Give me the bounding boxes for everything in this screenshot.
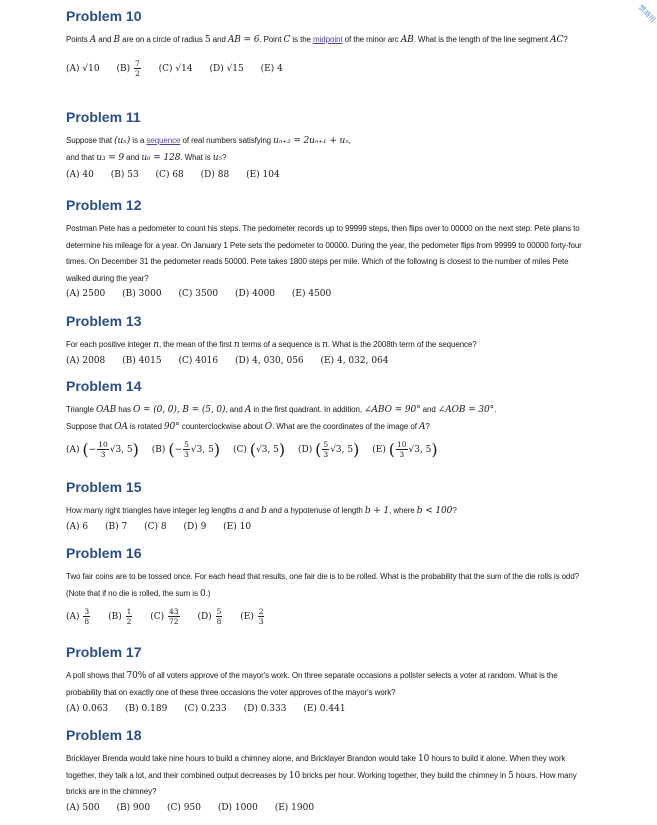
problem-12 xyxy=(66,196,588,299)
choice-b: (B) $\frac{1}{2}$ xyxy=(108,607,132,626)
problem-13-text: For each positive integer n, the mean of the first n terms of a sequence is n. What is the 2008th term of the sequence? xyxy=(66,340,477,350)
choice-e: (E) $\frac{2}{3}$ xyxy=(240,607,264,626)
choice-b: (B) 4015 xyxy=(122,355,162,366)
choice-c: (C) 8 xyxy=(144,521,167,532)
choice-e: (E) 4, 032, 064 xyxy=(320,355,389,366)
problem-10-title: Problem 10 xyxy=(66,8,142,24)
choice-b: (B) 0.189 xyxy=(125,704,168,714)
problem-16-text: Two fair coins are to be tossed once. For each head that results, one fair die is to be rolled. What is the probability that the sum of the die rolls is odd? (Note that if no die is rolled, the sum is 0.) xyxy=(66,572,580,599)
problem-14-title: Problem 14 xyxy=(66,378,142,394)
choice-a: (A) 2500 xyxy=(66,289,106,299)
problem-14-choices xyxy=(66,440,586,459)
choice-a: (A) $\frac{3}{8}$ xyxy=(66,607,90,626)
problem-15-choices xyxy=(66,522,586,532)
choice-e: (E) 104 xyxy=(246,170,280,180)
problem-14-text: Triangle OAB has O = (0, 0), B = (5, 0), and A in the first quadrant. In addition, ∠ABO = 90° and ∠AOB = 30°. Suppose that OA is rotated 90° counterclockwise about O. What are the coordinates of the image of A? xyxy=(66,405,497,432)
choice-e: (E) 4 xyxy=(260,63,283,74)
problem-18-text: Bricklayer Brenda would take nine hours to build a chimney alone, and Bricklayer Brandon would take 10 hours to build it alone. When they work together, they talk a lot, and their combined output decreases by 10 bricks per hour. Working together, they build the chimney in 5 hours. How many bricks are in the chimney? xyxy=(66,754,577,796)
problem-17-text: A poll shows that 70% of all voters approve of the mayor's work. On three separate occasions a pollster selects a voter at random. What is the probability that on exactly one of these three occasions the voter approves of the mayor's work? xyxy=(66,671,558,697)
watermark-text: 禁商用 xyxy=(636,3,657,25)
choice-e: (E) ( $\frac{10}{3}$ √3, 5) xyxy=(372,440,438,459)
choice-e: (E) 0.441 xyxy=(303,704,346,714)
choice-d: (D) 0.333 xyxy=(243,704,287,714)
problem-18-title: Problem 18 xyxy=(66,727,142,743)
problem-15-title: Problem 15 xyxy=(66,479,142,495)
problem-12-text: Postman Pete has a pedometer to count his steps. The pedometer records up to 99999 steps, then flips over to 00000 on the next step. Pete plans to determine his mileage for a year. On January 1 Pete sets the pedometer to 00000. During the year, the pedometer flips from 99999 to 00000 forty-four times. On December 31 the pedometer reads 50000. Pete takes 1800 steps per mile. Which of the following is closest to the number of miles Pete walked during the year? xyxy=(66,224,582,283)
choice-d: (D) ( $\frac{5}{3}$ √3, 5) xyxy=(298,440,360,459)
problem-13-choices xyxy=(66,356,586,366)
problem-13-title: Problem 13 xyxy=(66,313,142,329)
choice-c: (C) 68 xyxy=(155,170,184,180)
problem-17-title: Problem 17 xyxy=(66,644,142,660)
sequence-link[interactable]: sequence xyxy=(146,136,181,145)
choice-a: (A) 6 xyxy=(66,521,89,532)
choice-c: (C) $\frac{43}{72}$ xyxy=(150,607,179,626)
choice-a: (A) 40 xyxy=(66,170,94,180)
problem-12-title: Problem 12 xyxy=(66,197,142,213)
problem-15-text: How many right triangles have integer leg lengths a and b and a hypotenuse of length b + 1, where b < 100? xyxy=(66,506,457,516)
problem-11 xyxy=(66,108,586,180)
choice-d: (D) 1000 xyxy=(217,802,258,813)
choice-b: (B) (− $\frac{5}{3}$ √3, 5) xyxy=(151,440,221,459)
choice-d: (D) 9 xyxy=(183,521,207,532)
choice-c: (C) 4016 xyxy=(178,355,219,366)
choice-e: (E) 4500 xyxy=(291,289,332,299)
problem-15 xyxy=(66,478,586,532)
choice-c: (C) 950 xyxy=(167,802,201,813)
choice-d: (D) 4000 xyxy=(235,289,276,299)
problem-18-choices xyxy=(66,803,588,813)
choice-b: (B) 3000 xyxy=(122,289,162,299)
problem-13 xyxy=(66,312,586,366)
choice-b: (B) $\frac{7}{2}$ xyxy=(116,58,140,78)
choice-d: (D) 88 xyxy=(200,170,230,180)
choice-a: (A) 0.063 xyxy=(66,704,109,714)
choice-a: (A) √10 xyxy=(66,63,100,74)
problem-12-choices xyxy=(66,289,588,299)
problem-17 xyxy=(66,643,588,714)
problem-16 xyxy=(66,544,588,626)
problem-11-text: Suppose that (uₙ) is a sequence of real numbers satisfying uₙ₊₂ = 2uₙ₊₁ + uₙ, and that u₃ = 9 and u₆ = 128. What is u₅? xyxy=(66,136,351,163)
problem-11-choices xyxy=(66,170,586,180)
choice-e: (E) 1900 xyxy=(274,802,315,813)
choice-d: (D) $\frac{5}{8}$ xyxy=(197,607,222,626)
problem-11-title: Problem 11 xyxy=(66,109,141,125)
choice-c: (C) 3500 xyxy=(178,289,219,299)
choice-b: (B) 900 xyxy=(116,802,151,813)
choice-a: (A) (− $\frac{10}{3}$ √3, 5) xyxy=(66,440,139,459)
choice-c: (C) (√3, 5) xyxy=(232,440,286,459)
choice-b: (B) 7 xyxy=(104,521,128,532)
problem-14 xyxy=(66,377,586,459)
choice-a: (A) 500 xyxy=(66,802,100,813)
problem-16-title: Problem 16 xyxy=(66,545,142,561)
choice-b: (B) 53 xyxy=(110,170,139,180)
choice-a: (A) 2008 xyxy=(66,355,106,366)
choice-c: (C) √14 xyxy=(158,63,193,74)
watermark-stamp xyxy=(623,0,657,34)
problem-17-choices xyxy=(66,704,588,714)
problem-10 xyxy=(66,7,586,78)
choice-d: (D) 4, 030, 056 xyxy=(235,355,304,366)
problem-18 xyxy=(66,726,588,813)
choice-d: (D) √15 xyxy=(209,63,244,74)
problem-10-choices xyxy=(66,59,586,78)
problem-10-text: Points A and B are on a circle of radius 5 and AB = 6. Point C is the midpoint of the minor arc AB. What is the length of the line segment AC? xyxy=(66,35,568,45)
choice-e: (E) 10 xyxy=(223,521,252,532)
midpoint-link[interactable]: midpoint xyxy=(313,35,343,44)
choice-c: (C) 0.233 xyxy=(184,704,227,714)
problem-16-choices xyxy=(66,607,588,626)
